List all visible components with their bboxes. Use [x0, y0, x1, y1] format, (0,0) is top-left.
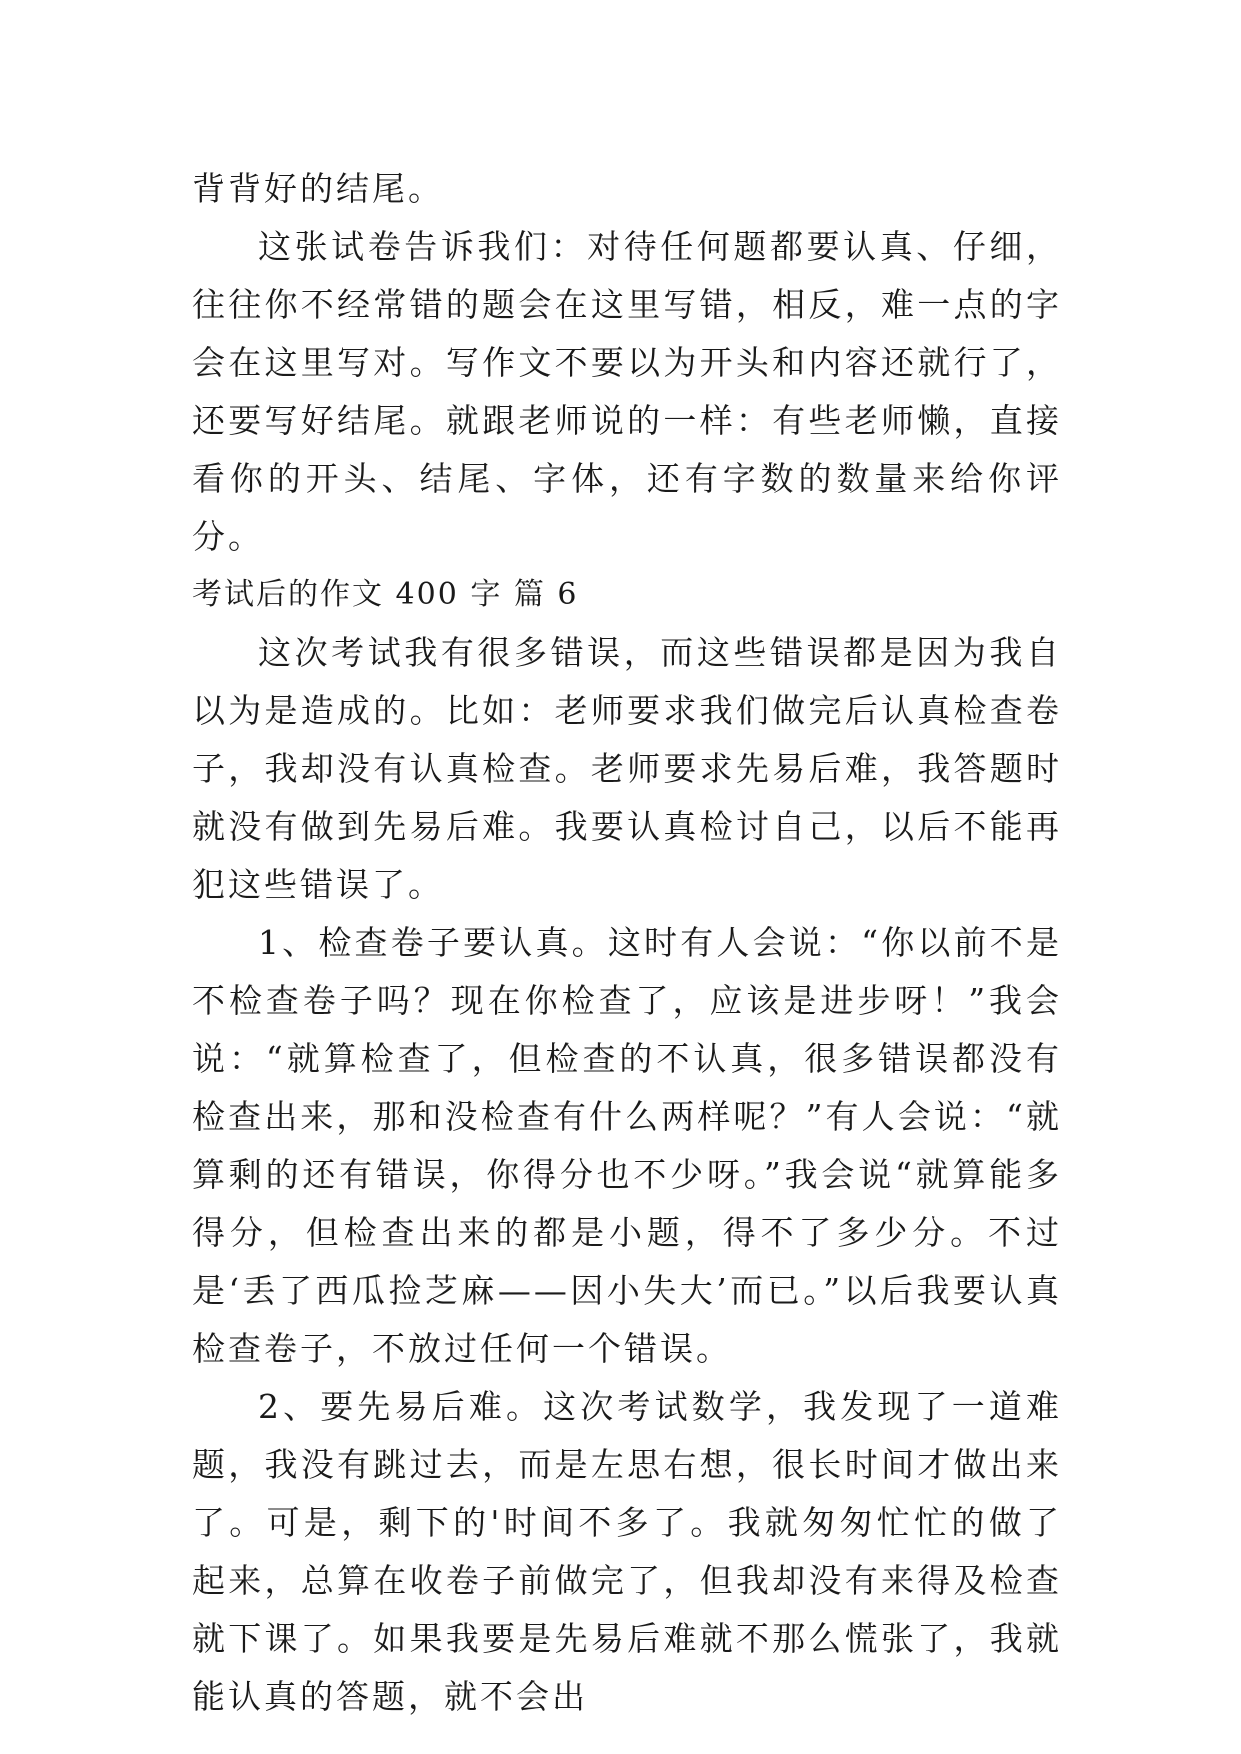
- paragraph-mistakes-intro: 这次考试我有很多错误，而这些错误都是因为我自以为是造成的。比如：老师要求我们做完后认真检查卷子，我却没有认真检查。老师要求先易后难，我答题时就没有做到先易后难。我要认真检讨自己，以后不能再犯这些错误了。: [192, 633, 1062, 904]
- paragraph-ending-note: 背背好的结尾。: [192, 169, 444, 208]
- paragraph-easy-first: 2、要先易后难。这次考试数学，我发现了一道难题，我没有跳过去，而是左思右想，很长时间才做出来了。可是，剩下的'时间不多了。我就匆匆忙忙的做了起来，总算在收卷子前做完了，但我却没有来得及检查就下课了。如果我要是先易后难就不那么慌张了，我就能认真的答题，就不会出: [192, 1387, 1062, 1716]
- paragraph-check-carefully: 1、检查卷子要认真。这时有人会说：“你以前不是不检查卷子吗？现在你检查了，应该是进步呀！”我会说：“就算检查了，但检查的不认真，很多错误都没有检查出来，那和没检查有什么两样呢？”有人会说：“就算剩的还有错误，你得分也不少呀。”我会说“就算能多得分，但检查出来的都是小题，得不了多少分。不过是‘丢了西瓜捡芝麻——因小失大’而已。”以后我要认真检查卷子，不放过任何一个错误。: [192, 923, 1062, 1368]
- essay-heading: 考试后的作文 400 字 篇 6: [192, 577, 579, 612]
- document-body: [192, 160, 1062, 1726]
- paragraph-lesson-summary: 这张试卷告诉我们：对待任何题都要认真、仔细，往往你不经常错的题会在这里写错，相反，难一点的字会在这里写对。写作文不要以为开头和内容还就行了，还要写好结尾。就跟老师说的一样：有些老师懒，直接看你的开头、结尾、字体，还有字数的数量来给你评分。: [192, 227, 1062, 556]
